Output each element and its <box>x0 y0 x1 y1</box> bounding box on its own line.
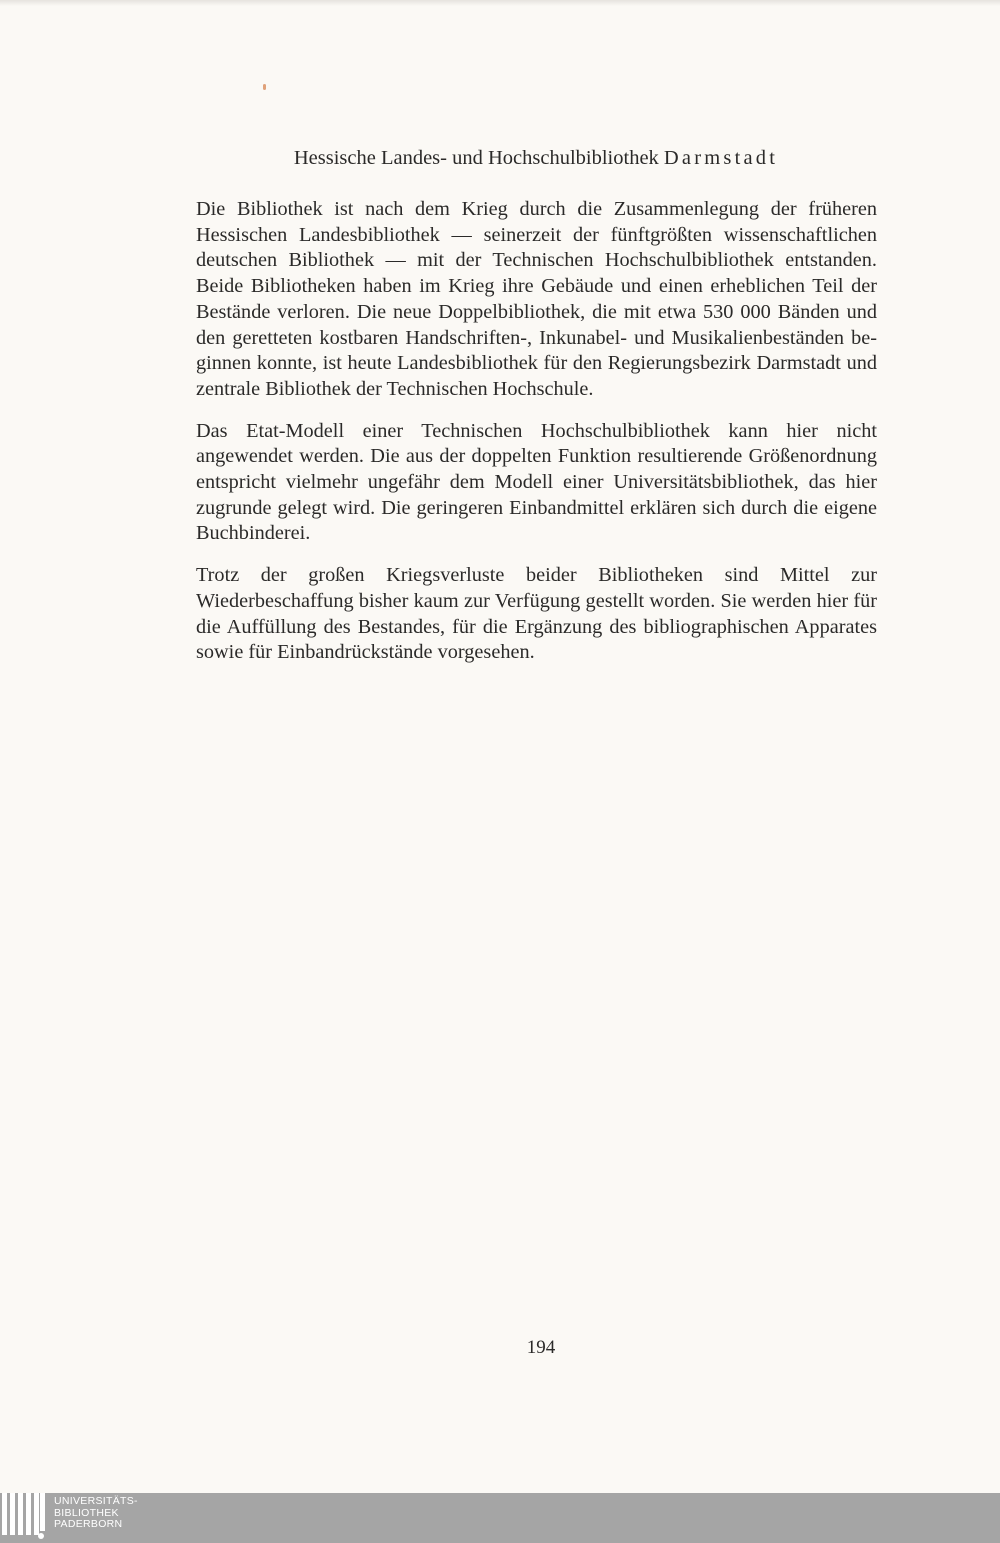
heading-prefix: Hessische Landes- und Hochschulbibliothek <box>293 147 659 169</box>
body-text <box>196 197 877 682</box>
paragraph-2: Das Etat-Modell einer Technischen Hochschulbibliothek kann hier nicht angewendet werden. Die aus der doppelten Funktion resultierende Größenordnung entspricht vielmehr ungefähr dem Modell einer Universitätsbibliothek, das hier zugrunde gelegt wird. Die geringeren Einbandmittel erklären sich durch die eigene Buchbinderei. <box>196 419 877 545</box>
scan-top-edge <box>0 0 1000 6</box>
logo-line-2: BIBLIOTHEK <box>54 1506 119 1519</box>
paragraph-3: Trotz der großen Kriegsverluste beider Bibliotheken sind Mittel zur Wiederbeschaffung bisher kaum zur Verfügung gestellt worden. Sie werden hier für die Auffüllung des Bestandes, für die Ergänzung des bibliographischen Apparates sowie für Einbandrückstände vorgesehen. <box>196 564 877 664</box>
footer-bar <box>0 1493 1000 1543</box>
heading-city: Darmstadt <box>663 147 779 169</box>
library-logo-text <box>54 1496 138 1531</box>
logo-line-3: PADERBORN <box>54 1518 123 1530</box>
logo-line-1: UNIVERSITÄTS- <box>54 1495 138 1507</box>
library-logo-icon <box>0 1493 52 1543</box>
paragraph-1: Die Bibliothek ist nach dem Krieg durch die Zusammenlegung der früheren Hessischen Landesbibliothek — seinerzeit der fünftgrößten wissenschaftlichen deutschen Bibliothek — mit der Technischen Hochschulbibliothek entstanden. Beide Bibliotheken haben im Krieg ihre Gebäude und einen erheblichen Teil der Bestände verloren. Die neue Doppelbibliothek, die mit etwa 530 000 Bänden und den geretteten kostbaren Handschriften-, Inkunabel- und Musikalienbeständen beginnen konnte, ist heute Landesbibliothek für den Regierungsbezirk Darmstadt und zentrale Bibliothek der Technischen Hochschule. <box>196 198 877 400</box>
page-number: 194 <box>526 1337 556 1358</box>
scan-speck <box>263 84 266 90</box>
page-heading <box>196 146 876 170</box>
